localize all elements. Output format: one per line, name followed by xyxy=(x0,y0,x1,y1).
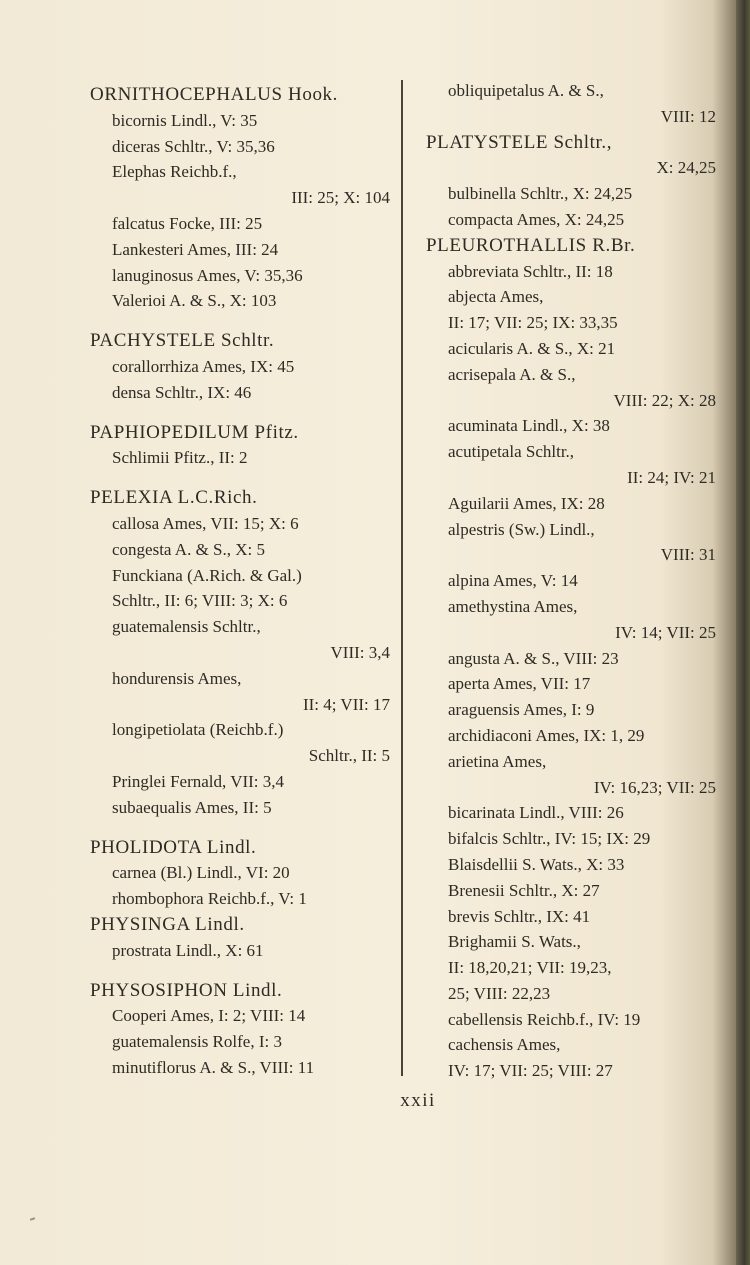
genus-heading: PLATYSTELE Schltr., xyxy=(426,131,613,153)
index-entry: VIII: 12 xyxy=(660,106,716,126)
index-entry: VIII: 3,4 xyxy=(330,642,390,662)
index-entry: obliquipetalus A. & S., xyxy=(448,81,604,100)
genus-heading: ORNITHOCEPHALUS Hook. xyxy=(90,84,338,105)
index-entry: amethystina Ames, xyxy=(448,596,578,616)
index-entry: II: 24; IV: 21 xyxy=(627,467,716,487)
index-entry: falcatus Focke, III: 25 xyxy=(112,213,263,233)
index-entry: Pringlei Fernald, VII: 3,4 xyxy=(112,771,285,791)
genus-heading: PHYSOSIPHON Lindl. xyxy=(90,979,283,1001)
index-entry: Schltr., II: 6; VIII: 3; X: 6 xyxy=(112,591,288,611)
section-gap xyxy=(90,964,390,978)
index-entry: acuminata Lindl., X: 38 xyxy=(448,416,610,436)
index-entry: acicularis A. & S., X: 21 xyxy=(448,338,616,358)
index-entry: guatemalensis Rolfe, I: 3 xyxy=(112,1032,282,1052)
index-entry: II: 4; VII: 17 xyxy=(302,694,390,714)
genus-heading: PHYSINGA Lindl. xyxy=(90,913,245,935)
page-number: xxii xyxy=(400,1090,436,1111)
index-entry: lanuginosus Ames, V: 35,36 xyxy=(112,265,303,285)
index-entry: II: 18,20,21; VII: 19,23, xyxy=(448,958,612,978)
section-gap xyxy=(90,471,390,485)
index-entry: bicornis Lindl., V: 35 xyxy=(112,110,258,130)
index-entry: longipetiolata (Reichb.f.) xyxy=(112,720,284,740)
index-entry: brevis Schltr., IX: 41 xyxy=(448,906,591,926)
genus-heading: PACHYSTELE Schltr. xyxy=(90,330,275,352)
index-entry: archidiaconi Ames, IX: 1, 29 xyxy=(448,725,645,745)
section-gap xyxy=(90,821,390,835)
index-entry: Lankesteri Ames, III: 24 xyxy=(112,239,279,259)
index-entry: aperta Ames, VII: 17 xyxy=(448,674,591,694)
index-entry: carnea (Bl.) Lindl., VI: 20 xyxy=(112,863,290,883)
index-entry: acutipetala Schltr., xyxy=(448,442,575,462)
column-divider xyxy=(401,80,403,1076)
index-entry: IV: 17; VII: 25; VIII: 27 xyxy=(448,1061,613,1081)
index-entry: Brighamii S. Wats., xyxy=(448,932,581,952)
index-entry: subaequalis Ames, II: 5 xyxy=(112,797,272,817)
index-entry: bifalcis Schltr., IV: 15; IX: 29 xyxy=(448,829,651,849)
index-entry: araguensis Ames, I: 9 xyxy=(448,700,595,720)
index-entry: rhombophora Reichb.f., V: 1 xyxy=(112,889,307,909)
index-entry: congesta A. & S., X: 5 xyxy=(112,539,265,559)
index-entry: Valerioi A. & S., X: 103 xyxy=(112,291,277,311)
index-entry: hondurensis Ames, xyxy=(112,668,242,688)
index-entry: IV: 16,23; VII: 25 xyxy=(593,777,716,797)
index-entry: acrisepala A. & S., xyxy=(448,364,576,384)
index-entry: callosa Ames, VII: 15; X: 6 xyxy=(112,513,299,533)
index-entry: diceras Schltr., V: 35,36 xyxy=(112,136,275,156)
index-entry: abjecta Ames, xyxy=(448,287,544,307)
index-entry: prostrata Lindl., X: 61 xyxy=(112,940,264,960)
index-entry: Schlimii Pfitz., II: 2 xyxy=(112,448,248,468)
index-entry: alpestris (Sw.) Lindl., xyxy=(448,519,595,539)
index-entry: Blaisdellii S. Wats., X: 33 xyxy=(448,854,625,874)
index-entry: Aguilarii Ames, IX: 28 xyxy=(448,493,605,513)
index-entry: bulbinella Schltr., X: 24,25 xyxy=(448,184,633,204)
index-entry: III: 25; X: 104 xyxy=(291,188,390,208)
index-entry: guatemalensis Schltr., xyxy=(112,617,261,637)
index-entry: cabellensis Reichb.f., IV: 19 xyxy=(448,1009,641,1029)
book-spine-edge xyxy=(736,0,750,1265)
index-entry: Cooperi Ames, I: 2; VIII: 14 xyxy=(112,1006,306,1026)
index-entry: densa Schltr., IX: 46 xyxy=(112,382,252,402)
index-entry: angusta A. & S., VIII: 23 xyxy=(448,648,619,668)
index-entry: bicarinata Lindl., VIII: 26 xyxy=(448,803,624,823)
index-entry: minutiflorus A. & S., VIII: 11 xyxy=(112,1057,315,1077)
index-entry: alpina Ames, V: 14 xyxy=(448,571,578,591)
index-entry: abbreviata Schltr., II: 18 xyxy=(448,261,613,281)
index-entry: IV: 14; VII: 25 xyxy=(615,622,716,642)
genus-heading: PLEUROTHALLIS R.Br. xyxy=(426,234,636,256)
index-entry: compacta Ames, X: 24,25 xyxy=(448,209,625,229)
index-entry: 25; VIII: 22,23 xyxy=(448,983,551,1003)
genus-heading: PHOLIDOTA Lindl. xyxy=(90,836,257,858)
genus-heading: PELEXIA L.C.Rich. xyxy=(90,487,258,509)
index-entry: VIII: 22; X: 28 xyxy=(613,390,716,410)
index-entry: VIII: 31 xyxy=(660,545,716,565)
index-left-column xyxy=(90,82,390,1081)
index-right-column xyxy=(426,78,716,1084)
index-entry: Funckiana (A.Rich. & Gal.) xyxy=(112,565,302,585)
index-entry: II: 17; VII: 25; IX: 33,35 xyxy=(448,313,618,333)
genus-heading: PAPHIOPEDILUM Pfitz. xyxy=(90,421,299,443)
index-entry: cachensis Ames, xyxy=(448,1035,561,1055)
index-entry: Elephas Reichb.f., xyxy=(112,162,237,182)
index-entry: Brenesii Schltr., X: 27 xyxy=(448,880,600,900)
index-entry: corallorrhiza Ames, IX: 45 xyxy=(112,356,295,376)
index-entry: X: 24,25 xyxy=(656,158,716,178)
section-gap xyxy=(90,406,390,420)
section-gap xyxy=(90,314,390,328)
index-entry: arietina Ames, xyxy=(448,751,547,771)
index-entry: Schltr., II: 5 xyxy=(308,746,390,766)
